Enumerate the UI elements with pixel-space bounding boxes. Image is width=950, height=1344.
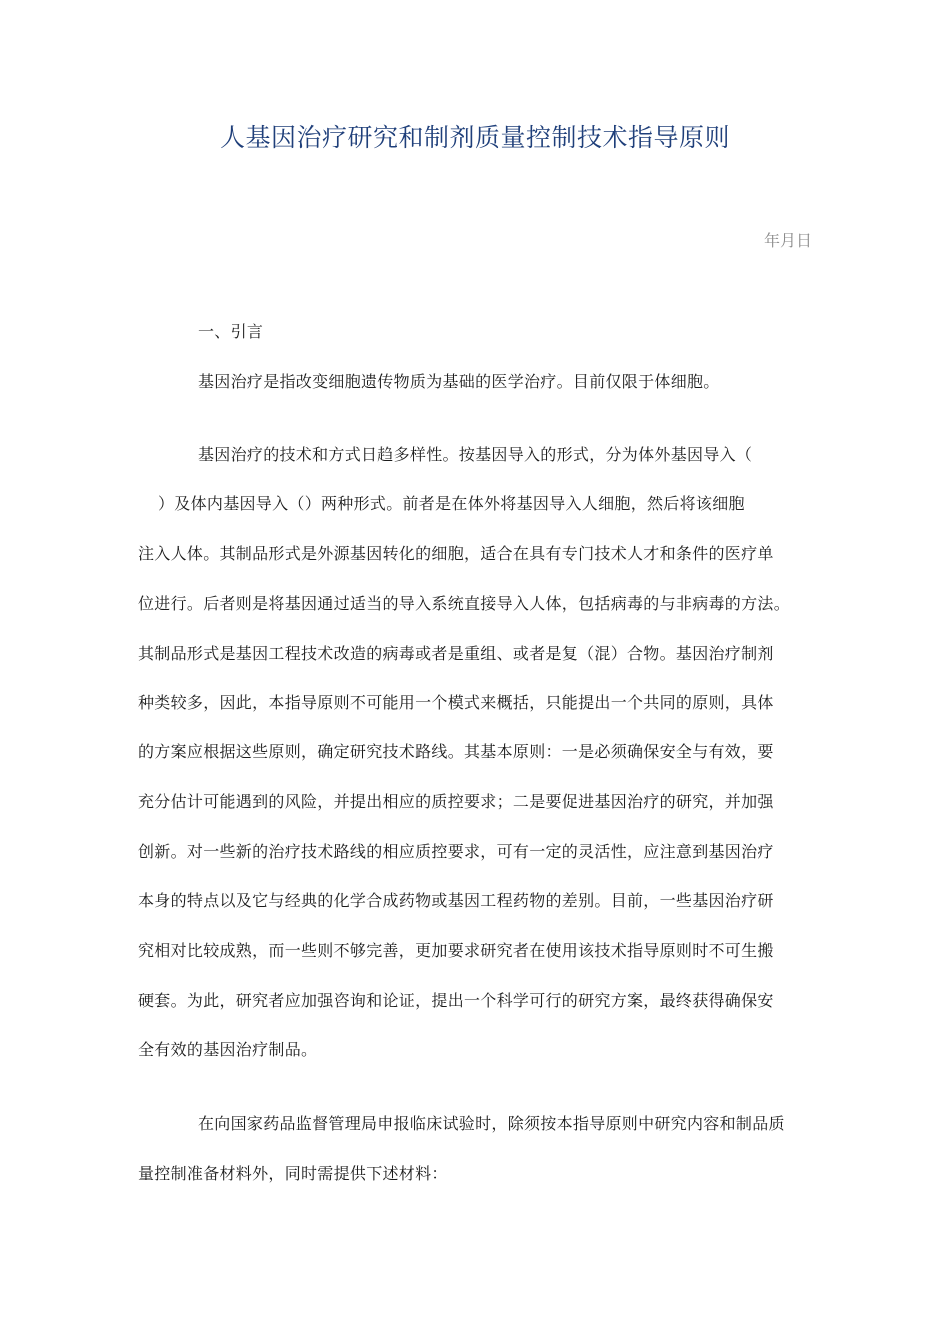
paragraph-2-line-11: 究相对比较成熟，而一些则不够完善，更加要求研究者在使用该技术指导原则时不可生搬 — [138, 941, 774, 960]
paragraph-2-line-8: 充分估计可能遇到的风险，并提出相应的质控要求；二是要促进基因治疗的研究，并加强 — [138, 792, 774, 811]
paragraph-2-line-12: 硬套。为此，研究者应加强咨询和论证，提出一个科学可行的研究方案，最终获得确保安 — [138, 991, 774, 1010]
paragraph-2-line-4: 位进行。后者则是将基因通过适当的导入系统直接导入人体，包括病毒的与非病毒的方法。 — [138, 594, 791, 613]
paragraph-2-line-9: 创新。对一些新的治疗技术路线的相应质控要求，可有一定的灵活性，应注意到基因治疗 — [138, 842, 774, 861]
paragraph-3-line-2: 量控制准备材料外，同时需提供下述材料： — [138, 1164, 448, 1183]
paragraph-2-line-2: ）及体内基因导入（）两种形式。前者是在体外将基因导入人细胞，然后将该细胞 — [158, 494, 745, 513]
paragraph-1-line-1: 基因治疗是指改变细胞遗传物质为基础的医学治疗。目前仅限于体细胞。 — [198, 372, 720, 391]
paragraph-2-line-6: 种类较多，因此，本指导原则不可能用一个模式来概括，只能提出一个共同的原则，具体 — [138, 693, 774, 712]
paragraph-2-line-13: 全有效的基因治疗制品。 — [138, 1040, 318, 1059]
paragraph-2-line-1: 基因治疗的技术和方式日趋多样性。按基因导入的形式，分为体外基因导入（ — [198, 445, 753, 464]
paragraph-3-line-1: 在向国家药品监督管理局申报临床试验时，除须按本指导原则中研究内容和制品质 — [198, 1114, 785, 1133]
document-title: 人基因治疗研究和制剂质量控制技术指导原则 — [219, 123, 730, 152]
paragraph-2-line-5: 其制品形式是基因工程技术改造的病毒或者是重组、或者是复（混）合物。基因治疗制剂 — [138, 644, 774, 663]
document-date: 年月日 — [763, 231, 812, 250]
paragraph-2-line-10: 本身的特点以及它与经典的化学合成药物或基因工程药物的差别。目前，一些基因治疗研 — [138, 891, 774, 910]
paragraph-2-line-3: 注入人体。其制品形式是外源基因转化的细胞，适合在具有专门技术人才和条件的医疗单 — [138, 544, 774, 563]
section-heading: 一、引言 — [198, 322, 264, 341]
paragraph-2-line-7: 的方案应根据这些原则，确定研究技术路线。其基本原则：一是必须确保安全与有效，要 — [138, 742, 774, 761]
